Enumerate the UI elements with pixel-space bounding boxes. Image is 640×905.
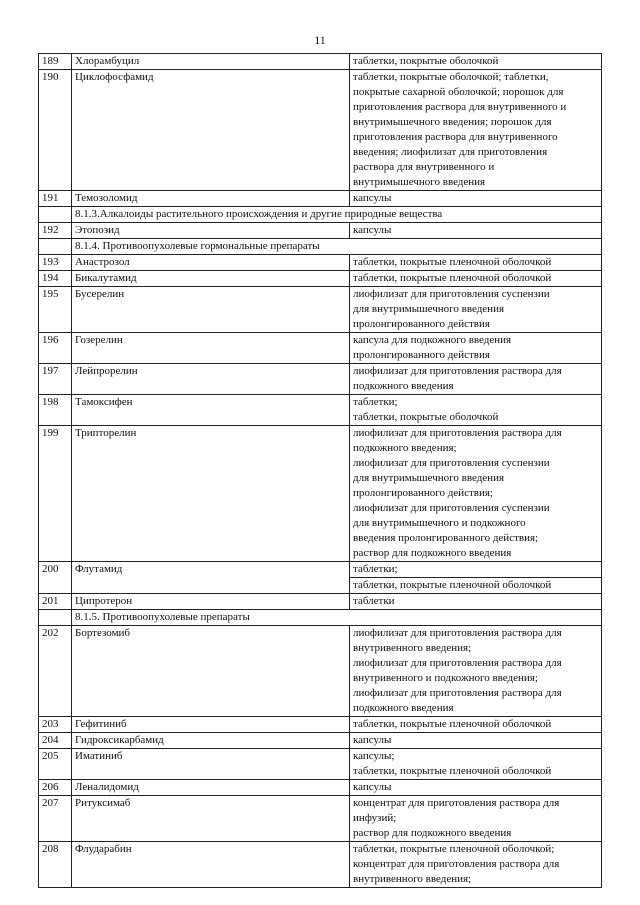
- row-number: 203: [39, 717, 72, 733]
- dosage-form-line: таблетки, покрытые пленочной оболочкой;: [353, 843, 555, 855]
- row-number: 200: [39, 562, 72, 594]
- dosage-form-line: таблетки, покрытые пленочной оболочкой: [353, 765, 552, 777]
- table-row: [39, 780, 602, 796]
- dosage-form-line: таблетки, покрытые оболочкой: [353, 55, 499, 67]
- dosage-form-line: приготовления раствора для внутривенного: [353, 131, 558, 143]
- table-row: [39, 333, 602, 364]
- row-number: 197: [39, 364, 72, 395]
- drug-name: Ципротерон: [72, 594, 350, 610]
- dosage-form: [350, 191, 602, 207]
- dosage-form: [350, 426, 602, 562]
- table-row: [39, 626, 602, 717]
- drug-list-body: [39, 54, 602, 888]
- dosage-form-line: лиофилизат для приготовления раствора для: [353, 427, 562, 439]
- row-number: 195: [39, 287, 72, 333]
- table-row: [39, 54, 602, 70]
- drug-name: Бортезомиб: [72, 626, 350, 717]
- dosage-form-line: таблетки, покрытые оболочкой: [353, 411, 499, 423]
- dosage-form-line: подкожного введения: [353, 380, 454, 392]
- drug-name: Гидроксикарбамид: [72, 733, 350, 749]
- dosage-form-line: капсулы: [353, 224, 392, 236]
- dosage-form-line: таблетки: [353, 595, 395, 607]
- dosage-form: [350, 594, 602, 610]
- dosage-form: [350, 333, 602, 364]
- table-row: [39, 395, 602, 426]
- drug-name: Леналидомид: [72, 780, 350, 796]
- dosage-form: [350, 626, 602, 717]
- row-number: 207: [39, 796, 72, 842]
- section-number-cell: [39, 207, 72, 223]
- drug-name: Бусерелин: [72, 287, 350, 333]
- dosage-form-line: приготовления раствора для внутривенного и: [353, 101, 567, 113]
- dosage-form-line: лиофилизат для приготовления суспензии: [353, 457, 550, 469]
- dosage-form-line: лиофилизат для приготовления суспензии: [353, 502, 550, 514]
- dosage-form: [350, 70, 602, 191]
- table-row: [39, 255, 602, 271]
- dosage-form-line: лиофилизат для приготовления раствора для: [353, 687, 562, 699]
- page-number: 11: [314, 33, 326, 47]
- drug-name: Гефитиниб: [72, 717, 350, 733]
- drug-name: Анастрозол: [72, 255, 350, 271]
- dosage-form-line: инфузий;: [353, 812, 397, 824]
- dosage-form-line: подкожного введения: [353, 702, 454, 714]
- dosage-form-line: пролонгированного действия: [353, 318, 490, 330]
- dosage-form-line: подкожного введения;: [353, 442, 457, 454]
- dosage-form-line: введения; лиофилизат для приготовления: [353, 146, 548, 158]
- dosage-form-line: концентрат для приготовления раствора для: [353, 797, 560, 809]
- dosage-form-line: лиофилизат для приготовления суспензии: [353, 288, 550, 300]
- dosage-form-line: таблетки, покрытые пленочной оболочкой: [353, 718, 552, 730]
- row-number: 202: [39, 626, 72, 717]
- dosage-form-line: капсулы: [353, 781, 392, 793]
- row-number: 189: [39, 54, 72, 70]
- dosage-form: [350, 733, 602, 749]
- row-number: 191: [39, 191, 72, 207]
- dosage-form: [350, 717, 602, 733]
- dosage-form-line: таблетки, покрытые пленочной оболочкой: [353, 256, 552, 268]
- row-number: 206: [39, 780, 72, 796]
- section-row: [39, 610, 602, 626]
- table-row: [39, 842, 602, 888]
- dosage-form-line: для внутримышечного введения: [353, 303, 505, 315]
- table-row: [39, 717, 602, 733]
- dosage-form-line: капсулы: [353, 192, 392, 204]
- drug-name: Трипторелин: [72, 426, 350, 562]
- table-row: [39, 223, 602, 239]
- dosage-form: [350, 54, 602, 70]
- dosage-form: [350, 223, 602, 239]
- drug-list-table: [38, 53, 602, 888]
- table-row: [39, 271, 602, 287]
- dosage-form: [350, 780, 602, 796]
- row-number: 192: [39, 223, 72, 239]
- table-row: [39, 364, 602, 395]
- drug-name: Гозерелин: [72, 333, 350, 364]
- dosage-form-line: пролонгированного действия;: [353, 487, 493, 499]
- dosage-form-line: внутримышечного введения; порошок для: [353, 116, 552, 128]
- dosage-form: [350, 271, 602, 287]
- dosage-form-line: таблетки;: [353, 396, 398, 408]
- dosage-form: [350, 749, 602, 780]
- table-row: [39, 749, 602, 780]
- table-row: [39, 191, 602, 207]
- drug-name: Хлорамбуцил: [72, 54, 350, 70]
- section-number-cell: [39, 239, 72, 255]
- row-number: 194: [39, 271, 72, 287]
- table-row: [39, 796, 602, 842]
- row-number: 196: [39, 333, 72, 364]
- table-row: [39, 287, 602, 333]
- table-row: [39, 426, 602, 562]
- section-number-cell: [39, 610, 72, 626]
- dosage-form-line: введения пролонгированного действия;: [353, 532, 539, 544]
- dosage-form: таблетки, покрытые пленочной оболочкой: [350, 578, 602, 594]
- dosage-form-line: покрытые сахарной оболочкой; порошок для: [353, 86, 564, 98]
- row-number: 190: [39, 70, 72, 191]
- dosage-form-line: таблетки, покрытые пленочной оболочкой: [353, 272, 552, 284]
- row-number: 193: [39, 255, 72, 271]
- dosage-form-line: внутривенного и подкожного введения;: [353, 672, 538, 684]
- dosage-form: [350, 395, 602, 426]
- dosage-form-line: раствор для подкожного введения: [353, 827, 512, 839]
- drug-name: Этопозид: [72, 223, 350, 239]
- dosage-form-line: пролонгированного действия: [353, 349, 490, 361]
- section-title: 8.1.4. Противоопухолевые гормональные препараты: [72, 239, 602, 255]
- section-title: 8.1.3.Алкалоиды растительного происхождения и другие природные вещества: [72, 207, 602, 223]
- table-row: [39, 594, 602, 610]
- section-title: 8.1.5. Противоопухолевые препараты: [72, 610, 602, 626]
- row-number: 208: [39, 842, 72, 888]
- drug-name: Бикалутамид: [72, 271, 350, 287]
- table-row: [39, 562, 602, 578]
- drug-name: Ритуксимаб: [72, 796, 350, 842]
- dosage-form: таблетки;: [350, 562, 602, 578]
- dosage-form-line: для внутримышечного введения: [353, 472, 505, 484]
- drug-name: Темозоломид: [72, 191, 350, 207]
- row-number: 205: [39, 749, 72, 780]
- dosage-form-line: таблетки, покрытые оболочкой; таблетки,: [353, 71, 549, 83]
- drug-name: Циклофосфамид: [72, 70, 350, 191]
- drug-name: Тамоксифен: [72, 395, 350, 426]
- dosage-form: [350, 364, 602, 395]
- row-number: 199: [39, 426, 72, 562]
- section-row: [39, 239, 602, 255]
- dosage-form-line: лиофилизат для приготовления раствора для: [353, 365, 562, 377]
- row-number: 198: [39, 395, 72, 426]
- dosage-form: [350, 255, 602, 271]
- dosage-form-line: раствора для внутривенного и: [353, 161, 495, 173]
- section-row: [39, 207, 602, 223]
- dosage-form-line: лиофилизат для приготовления раствора для: [353, 627, 562, 639]
- drug-name: Флутамид: [72, 562, 350, 594]
- dosage-form-line: раствор для подкожного введения: [353, 547, 512, 559]
- dosage-form-line: внутримышечного введения: [353, 176, 486, 188]
- dosage-form-line: лиофилизат для приготовления раствора для: [353, 657, 562, 669]
- dosage-form: [350, 796, 602, 842]
- table-row: [39, 733, 602, 749]
- drug-name: Лейпрорелин: [72, 364, 350, 395]
- row-number: 201: [39, 594, 72, 610]
- dosage-form-line: концентрат для приготовления раствора для: [353, 858, 560, 870]
- drug-name: Иматиниб: [72, 749, 350, 780]
- dosage-form-line: капсулы: [353, 734, 392, 746]
- dosage-form-line: капсулы;: [353, 750, 395, 762]
- table-row: [39, 70, 602, 191]
- dosage-form-line: внутривенного введения;: [353, 642, 472, 654]
- dosage-form-line: капсула для подкожного введения: [353, 334, 512, 346]
- dosage-form-line: для внутримышечного и подкожного: [353, 517, 526, 529]
- row-number: 204: [39, 733, 72, 749]
- dosage-form: [350, 287, 602, 333]
- dosage-form: [350, 842, 602, 888]
- dosage-form-line: внутривенного введения;: [353, 873, 472, 885]
- drug-name: Флударабин: [72, 842, 350, 888]
